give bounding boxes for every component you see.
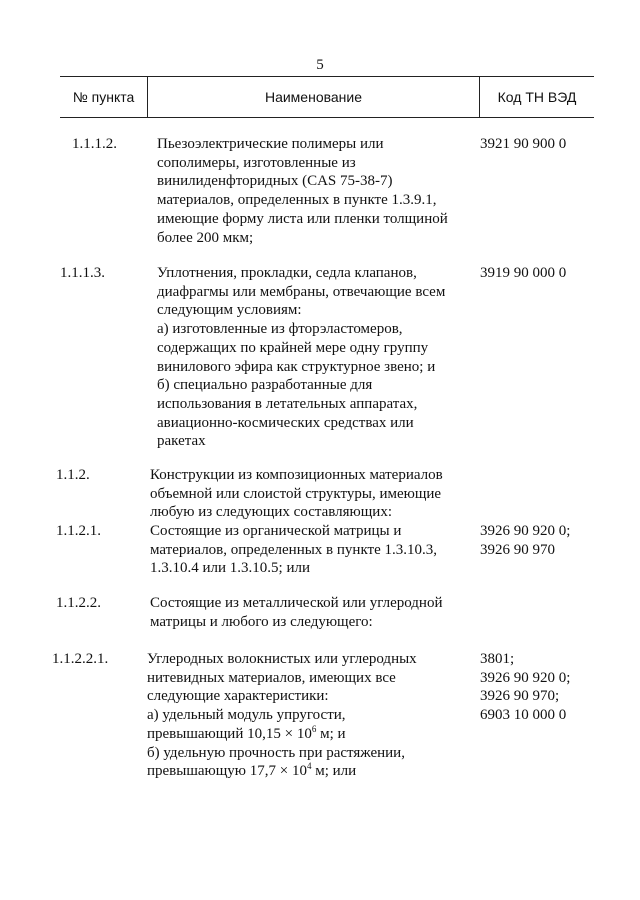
item-name-line: б) удельную прочность при растяжении,	[147, 744, 405, 761]
item-name-text: м; и	[316, 725, 346, 742]
item-name	[147, 650, 477, 781]
item-code: 3801; 3926 90 920 0; 3926 90 970; 6903 10 000 0	[480, 651, 571, 724]
item-name-line	[147, 762, 477, 781]
item-name: Уплотнения, прокладки, седла клапанов, диафрагмы или мембраны, отвечающие всем следующим условиям: а) изготовленные из фторэластомеров, содержащих по крайней мере одну группу винилового эфира как структурное звено; и б) специально разработанные для использования в летательных аппаратах, авиационно-космических средствах или ракетах	[157, 265, 446, 450]
item-code: 3919 90 000 0	[480, 265, 567, 281]
item-code: 3926 90 920 0; 3926 90 970	[480, 523, 571, 558]
item-number: 1.1.1.2.	[72, 136, 117, 152]
item-name: Конструкции из композиционных материалов объемной или слоистой структуры, имеющие любую из следующих составляющих:	[150, 467, 443, 521]
item-number: 1.1.2.	[56, 467, 90, 483]
exponent: 4	[306, 761, 312, 772]
item-number: 1.1.2.1.	[56, 523, 101, 539]
item-name-text: м; или	[311, 763, 357, 780]
table-header-bottom-rule	[60, 117, 594, 118]
header-code: Код ТН ВЭД	[497, 89, 577, 105]
item-name-text: превышающий 10,15 × 10	[147, 725, 312, 742]
header-item-number: № пункта	[72, 89, 135, 105]
item-name-line: Углеродных волокнистых или углеродных	[147, 651, 417, 667]
item-name-line	[147, 725, 477, 744]
item-name-line: следующие характеристики:	[147, 688, 329, 705]
item-name-line: нитевидных материалов, имеющих все	[147, 669, 396, 686]
exponent: 6	[311, 723, 317, 734]
page-number: 5	[316, 57, 324, 73]
item-name: Состоящие из металлической или углеродной матрицы и любого из следующего:	[150, 595, 443, 630]
item-number: 1.1.2.2.	[56, 595, 101, 611]
item-number: 1.1.2.2.1.	[52, 651, 109, 667]
item-code: 3921 90 900 0	[480, 136, 567, 152]
item-number: 1.1.1.3.	[60, 265, 105, 281]
item-name: Состоящие из органической матрицы и материалов, определенных в пункте 1.3.10.3, 1.3.10.4 или 1.3.10.5; или	[150, 523, 437, 577]
item-name-line: а) удельный модуль упругости,	[147, 707, 346, 724]
item-name-text: превышающую 17,7 × 10	[147, 763, 307, 780]
item-name: Пьезоэлектрические полимеры или сополимеры, изготовленные из винилиденфторидных (CAS 75-38-7) материалов, определенных в пункте 1.3.9.1, имеющие форму листа или пленки толщиной более 200 мкм;	[157, 136, 448, 246]
header-name: Наименование	[264, 89, 363, 105]
table-header-top-rule	[60, 76, 594, 77]
